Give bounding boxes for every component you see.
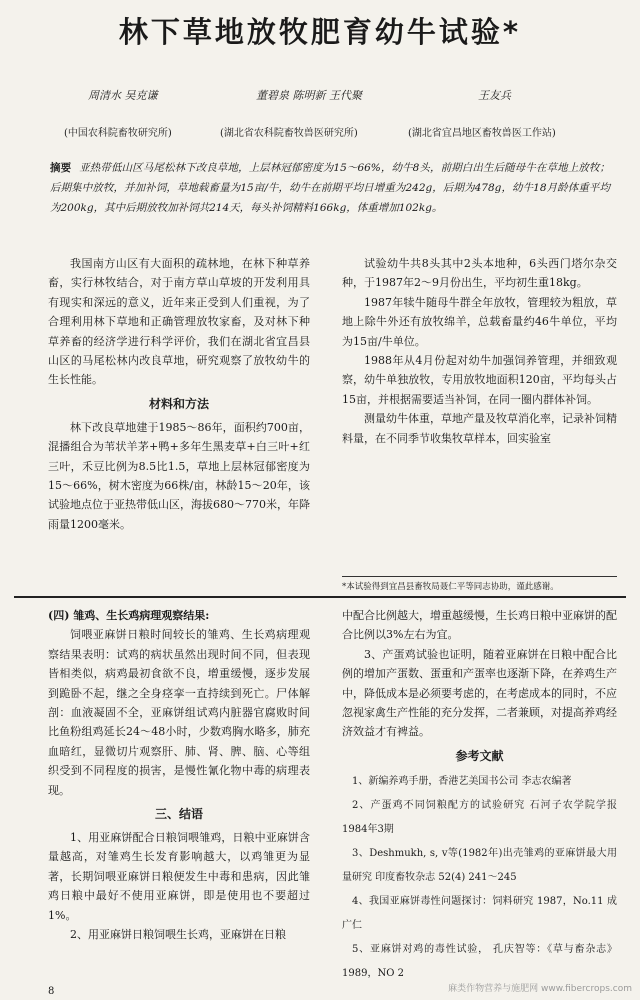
right-column-top: [342, 254, 617, 448]
measurement-paragraph: 测量幼牛体重，草地产量及牧草消化率，记录补饲精料量，在不同季节收集牧草样本，回实验室: [342, 412, 617, 445]
authors-group-1: 周清水 吴克谦: [88, 89, 158, 102]
references-list: [342, 770, 617, 986]
abstract: [50, 158, 610, 218]
conclusion-1: 1、用亚麻饼配合日粮饲喂雏鸡，日粮中亚麻饼含量越高，对雏鸡生长发育影响越大，以鸡雏更为显著，长期饲喂亚麻饼日粮便发生中毒和患病，因此雏鸡日粮中最好不使用亚麻饼，即是使用也不要超过1%。: [48, 831, 310, 922]
intro-paragraph: 我国南方山区有大面积的疏林地，在林下种草养畜，实行林牧结合，对于南方草山草坡的开发利用具有现实和深远的意义，近年来正受到人们重视，为了合理利用林下草地和正确管理放牧家畜，及对林下种草养畜的经济学进行科学评价，我们在湖北省宜昌县山区的马尾松林内改良草地，研究观察了放牧幼牛的生长性能。: [48, 257, 310, 387]
methods-paragraph: 林下改良草地建于1985～86年，面积约700亩，混播组合为苇状羊茅+鸭+多年生黑麦草+白三叶+红三叶，禾豆比例为8.5比1.5，草地上层林冠郁密度为15～66%，树木密度为66株/亩，林龄15～20年，该试验地点位于亚热带低山区，海拔680～770米，年降雨量1200毫米。: [48, 420, 310, 531]
affiliation-1: (中国农科院畜牧研究所): [64, 128, 172, 139]
management-1987-paragraph: 1987年犊牛随母牛群全年放牧，管理较为粗放，草地上除牛外还有放牧绵羊，总载畜量约46牛单位，平均为15亩/牛单位。: [342, 295, 617, 348]
article-title: 林下草地放牧肥育幼牛试验*: [118, 15, 522, 49]
reference-item: 3、Deshmukh, s, v等(1982年)出壳雏鸡的亚麻饼最大用量研究 印度畜牧杂志 52(4) 241～245: [342, 847, 617, 883]
subjects-paragraph: 试验幼牛共8头其中2头本地种，6头西门塔尔杂交种，于1987年2～9月份出生，平均初生重18kg。: [342, 257, 617, 290]
abstract-text: 亚热带低山区马尾松林下改良草地，上层林冠郁密度为15～66%，幼牛8头，前期白出生后随母牛在草地上放牧；后期集中放牧，并加补饲，草地载畜量为15亩/牛，幼牛在前期平均日增重为242g，后期为478g，幼牛18月龄体重平均为200kg，其中后期放牧加补饲共214天，每头补饲精料166kg，体重增加102kg。: [50, 162, 610, 214]
page-number: 8: [48, 986, 55, 997]
section-4-heading: (四) 雏鸡、生长鸡病理观察结果:: [48, 609, 210, 622]
affiliation-2: (湖北省农科院畜牧兽医研究所): [220, 128, 358, 139]
article-divider: [14, 596, 626, 598]
site-watermark: 麻类作物营养与施肥网 www.fibercrops.com: [448, 984, 632, 994]
reference-item: 4、我国亚麻饼毒性问题探讨：饲料研究 1987，No.11 成广仁: [342, 895, 617, 931]
conclusion-3: 3、产蛋鸡试验也证明，随着亚麻饼在日粮中配合比例的增加产蛋数、蛋重和产蛋率也逐渐下降，在养鸡生产中，降低成本是必须要考虑的，在考虑成本的同时，不应忽视家禽生产性能的充分发挥，二者兼顾，对提高养鸡经济效益才有裨益。: [342, 647, 617, 739]
reference-item: 5、亚麻饼对鸡的毒性试验， 孔庆智等：《草与畜杂志》 1989，NO 2: [342, 943, 617, 979]
reference-item: 2、产蛋鸡不同饲粮配方的试验研究 石河子农学院学报 1984年3期: [342, 799, 617, 835]
conclusion-heading: 三、结语: [154, 807, 203, 822]
left-column-top: [48, 254, 310, 534]
reference-item: 1、新编养鸡手册，香港艺美国书公司 李志农编著: [352, 775, 572, 787]
management-1988-paragraph: 1988年从4月份起对幼牛加强饲养管理，并细致观察，幼牛单独放牧，专用放牧地面积120亩，平均每头占15亩，并根据需要适当补饲，在同一圈内群体补饲。: [342, 354, 617, 406]
left-column-bottom: [48, 606, 310, 945]
authors-group-3: 王友兵: [478, 89, 511, 102]
conclusion-2-continued: 中配合比例越大，增重越缓慢，生长鸡日粮中亚麻饼的配合比例以3%左右为宜。: [342, 609, 617, 642]
conclusion-2: 2、用亚麻饼日粮饲喂生长鸡，亚麻饼在日粮: [70, 928, 286, 942]
abstract-label: 摘要: [50, 162, 72, 174]
right-column-bottom: [342, 606, 617, 986]
references-heading: 参考文献: [455, 748, 504, 763]
authors-group-2: 董碧泉 陈明新 王代聚: [256, 89, 362, 102]
affiliation-3: (湖北省宜昌地区畜牧兽医工作站): [408, 128, 556, 139]
footnote: *本试验得到宜昌县畜牧局聂仁平等同志协助，谨此感谢。: [342, 576, 617, 594]
methods-heading: 材料和方法: [148, 396, 209, 411]
section-4-paragraph: 饲喂亚麻饼日粮时间较长的雏鸡、生长鸡病理观察结果表明：试鸡的病状虽然出现时间不同，但表现皆相类似，病鸡最初食欲不良，增重缓慢，逐步发展到跪卧不起，继之全身痉挛一直持续到死亡。尸体解剖：血液凝固不全，亚麻饼组试鸡内脏器官腐败时间比鱼粉组鸡延长24～48小时，少数鸡胸水略多，肺充血暗红，显微切片观察肝、肺、肾、脾、脑、心等组织受到不同程度的损害，是慢性氰化物中毒的病理表现。: [48, 628, 310, 797]
